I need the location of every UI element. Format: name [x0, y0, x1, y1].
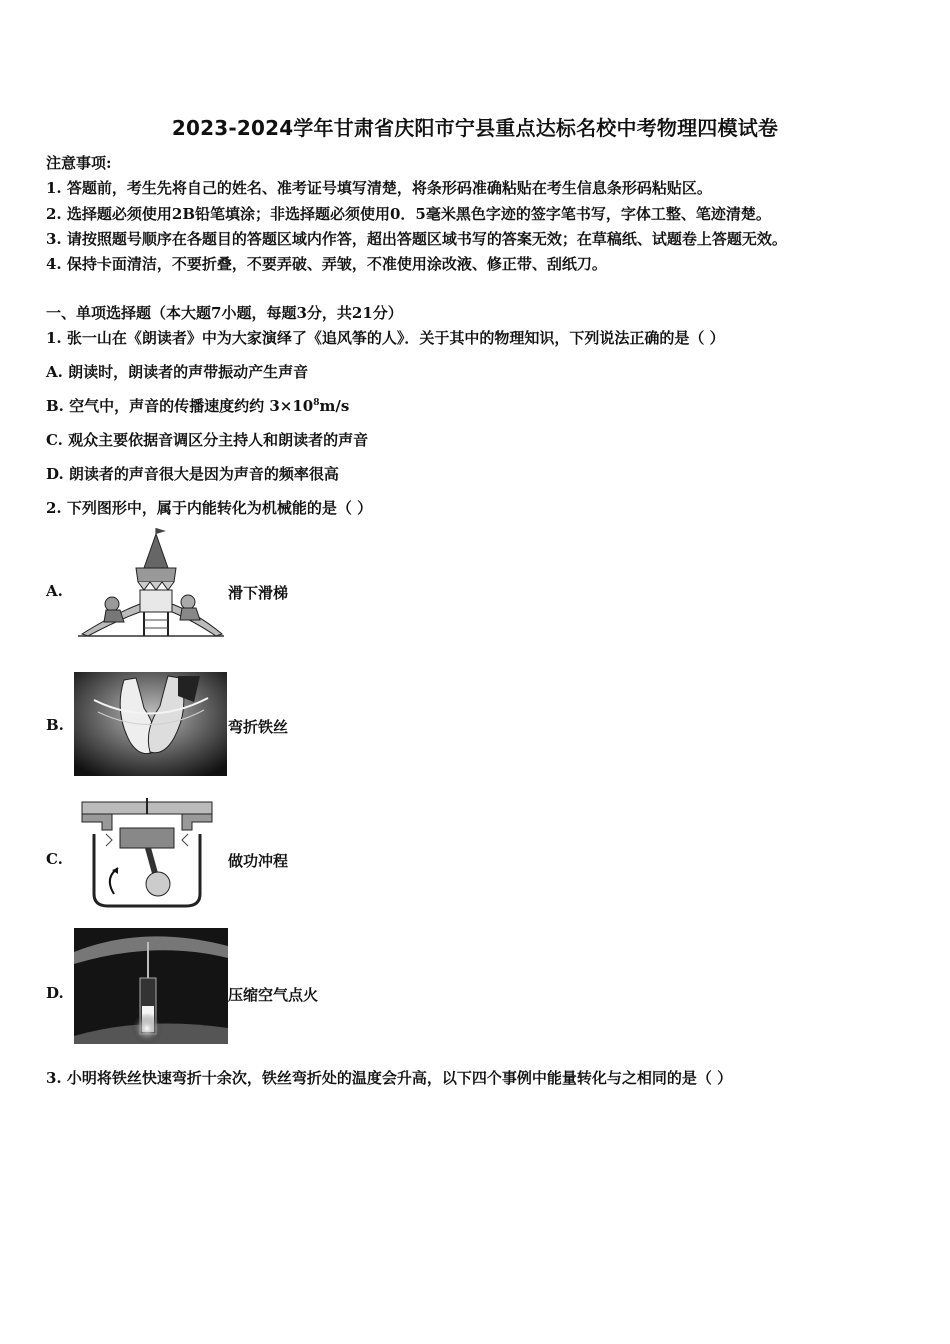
q2-option-a-text: 滑下滑梯: [228, 584, 289, 602]
notice-item-2: 2. 选择题必须使用2B铅笔填涂；非选择题必须使用0．5毫米黑色字迹的签字笔书写，字体工整、笔迹清楚。: [46, 205, 771, 223]
q2-option-a-letter: A.: [46, 582, 63, 600]
question-2-stem: 2. 下列图形中，属于内能转化为机械能的是（ ）: [46, 499, 373, 517]
notice-item-1: 1. 答题前，考生先将自己的姓名、准考证号填写清楚，将条形码准确粘贴在考生信息条形码粘贴区。: [46, 179, 712, 197]
option-b-prefix: B. 空气中，声音的传播速度约约 3×10: [46, 397, 314, 415]
q2-option-c-letter: C.: [46, 850, 63, 868]
compressed-air-ignition-photo: [74, 928, 228, 1044]
question-1-stem: 1. 张一山在《朗读者》中为大家演绎了《追风筝的人》．关于其中的物理知识，下列说法正确的是（ ）: [46, 329, 725, 347]
question-1-option-c: C. 观众主要依据音调区分主持人和朗读者的声音: [46, 431, 369, 449]
slide-illustration: [74, 528, 228, 640]
q2-option-d-text: 压缩空气点火: [228, 986, 319, 1004]
notice-item-4: 4. 保持卡面清洁，不要折叠，不要弄破、弄皱，不准使用涂改液、修正带、刮纸刀。: [46, 255, 607, 273]
question-1-option-a: A. 朗读时，朗读者的声带振动产生声音: [46, 363, 309, 381]
notice-item-3: 3. 请按照题号顺序在各题目的答题区域内作答，超出答题区域书写的答案无效；在草稿纸、试题卷上答题无效。: [46, 230, 787, 248]
engine-stroke-diagram: [74, 798, 220, 908]
section-heading: 一、单项选择题（本大题7小题，每题3分，共21分）: [46, 304, 403, 322]
option-b-exponent: 8: [313, 398, 320, 408]
q2-option-c-text: 做功冲程: [228, 852, 289, 870]
page-title: 2023-2024学年甘肃省庆阳市宁县重点达标名校中考物理四模试卷: [171, 116, 779, 140]
q2-option-b-text: 弯折铁丝: [228, 718, 289, 736]
option-b-unit: m/s: [319, 397, 350, 415]
question-3-stem: 3. 小明将铁丝快速弯折十余次，铁丝弯折处的温度会升高，以下四个事例中能量转化与之相同的是（ ）: [46, 1069, 733, 1087]
q2-option-d-letter: D.: [46, 984, 64, 1002]
notice-heading: 注意事项:: [46, 154, 112, 172]
q2-option-b-letter: B.: [46, 716, 64, 734]
bending-wire-photo: [74, 672, 227, 776]
question-1-option-b: [46, 395, 349, 416]
question-1-option-d: D. 朗读者的声音很大是因为声音的频率很高: [46, 465, 339, 483]
